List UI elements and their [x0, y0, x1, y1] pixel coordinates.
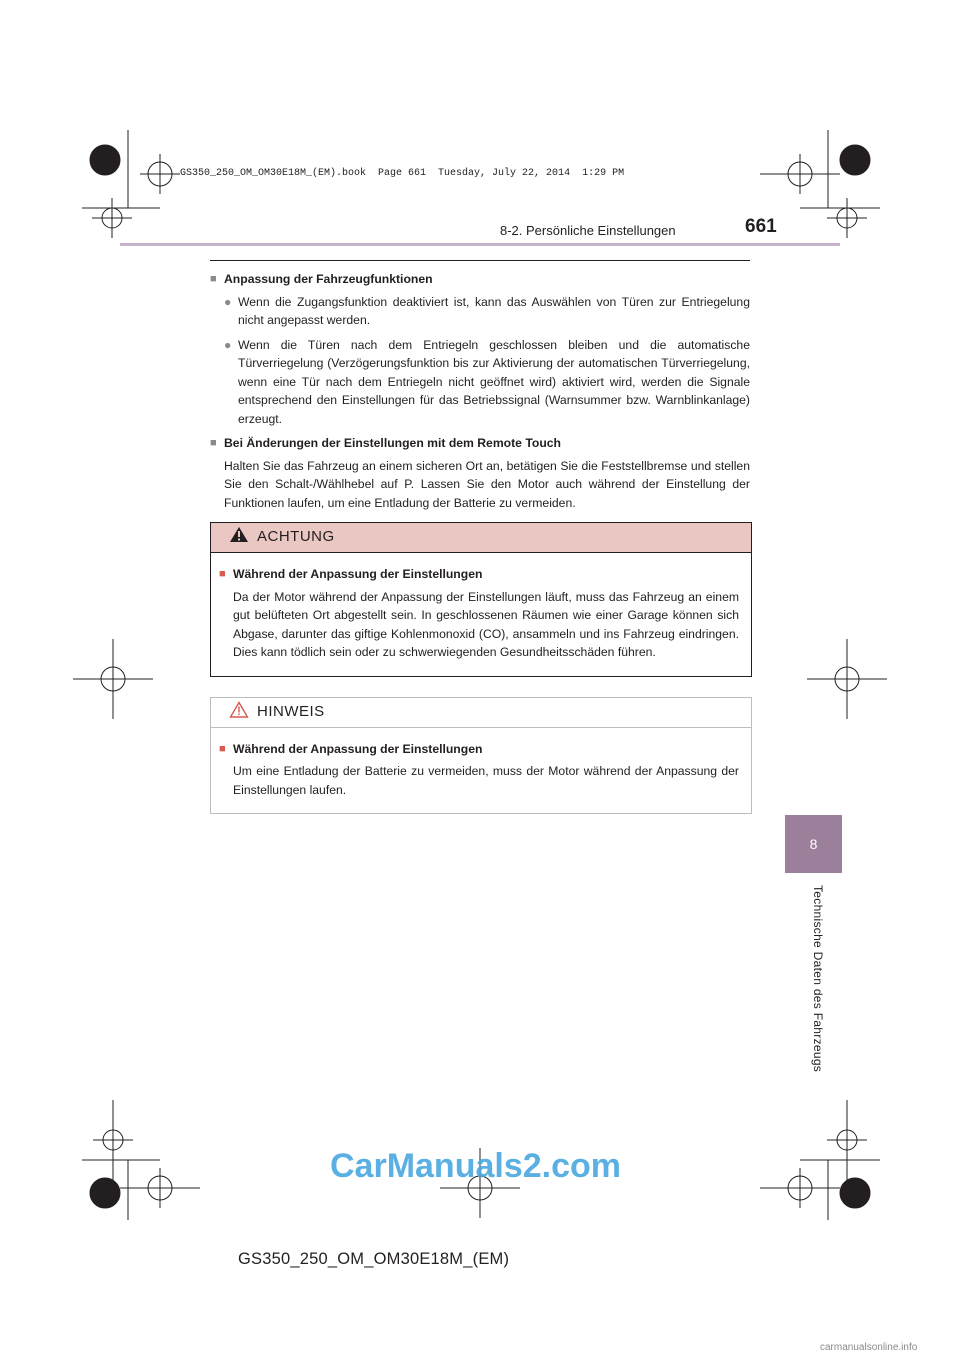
square-bullet-icon: ■	[219, 742, 226, 755]
footer-code: GS350_250_OM_OM30E18M_(EM)	[238, 1250, 510, 1268]
square-bullet-icon: ■	[210, 273, 217, 285]
main-content	[210, 270, 750, 814]
list-item: ● Wenn die Türen nach dem Entriegeln geschlossen bleiben und die automatische Türverriegelung (Verzögerungsfunktion bis zur Aktivierung der automatischen Türverriegelung, wenn eine Tür nach dem Entriegeln nicht geöffnet wird) aktiviert wird, werden die Signale entsprechend den Einstellungen für das Betriebssignal (Warnsummer bzw. Warnblinkanlage) erzeugt.	[224, 337, 750, 426]
notice-header	[211, 698, 751, 728]
section-title: 8-2. Persönliche Einstellungen	[500, 223, 676, 238]
list-item: ● Wenn die Zugangsfunktion deaktiviert ist, kann das Auswählen von Türen zur Entriegelung nicht angepasst werden.	[224, 294, 750, 327]
caution-title: ACHTUNG	[257, 528, 335, 546]
circle-bullet-icon: ●	[224, 294, 232, 309]
page-number: 661	[745, 216, 777, 237]
caution-heading: ■ Während der Anpassung der Einstellungen	[219, 565, 739, 584]
section-heading: ■ Bei Änderungen der Einstellungen mit dem Remote Touch	[210, 434, 750, 453]
section-paragraph: Halten Sie das Fahrzeug an einem sicheren Ort an, betätigen Sie die Feststellbremse und stellen Sie den Schalt-/Wählhebel auf P. Lassen Sie den Motor auch während der Einstellung der Funktionen laufen, um eine Entladung der Batterie zu vermeiden.	[224, 458, 750, 510]
watermark-corner: carmanualsonline.info	[820, 1342, 918, 1353]
chapter-label: Technische Daten des Fahrzeugs	[811, 885, 825, 1073]
square-bullet-icon: ■	[210, 437, 217, 449]
square-bullet-icon: ■	[219, 568, 226, 580]
chapter-number: 8	[809, 836, 818, 852]
notice-text: Um eine Entladung der Batterie zu vermeiden, muss der Motor während der Anpassung der Einstellungen laufen.	[233, 764, 739, 797]
circle-bullet-icon: ●	[224, 337, 232, 352]
watermark-logo: CarManuals2.com	[330, 1147, 621, 1185]
content-rule	[210, 260, 750, 261]
section-heading: ■ Anpassung der Fahrzeugfunktionen	[210, 270, 750, 289]
caution-text: Da der Motor während der Anpassung der Einstellungen läuft, muss das Fahrzeug an einem gut belüfteten Ort abgestellt sein. In geschlossenen Räumen wie einer Garage können sich Abgase, darunter das giftige Kohlenmonoxid (CO), ansammeln und ins Fahrzeug eindringen. Dies kann tödlich sein oder zu schwerwiegenden Gesundheitsschäden führen.	[233, 589, 739, 659]
notice-box	[210, 697, 752, 815]
warning-triangle-outline-icon	[229, 701, 249, 724]
caution-box	[210, 522, 752, 677]
header-rule	[120, 243, 840, 246]
warning-triangle-icon	[229, 526, 249, 549]
chapter-tab	[785, 815, 842, 873]
notice-heading: ■ Während der Anpassung der Einstellungen	[219, 740, 739, 759]
caution-header	[211, 523, 751, 553]
book-info-line: GS350_250_OM_OM30E18M_(EM).book Page 661 Tuesday, July 22, 2014 1:29 PM	[180, 168, 625, 179]
notice-title: HINWEIS	[257, 702, 325, 720]
